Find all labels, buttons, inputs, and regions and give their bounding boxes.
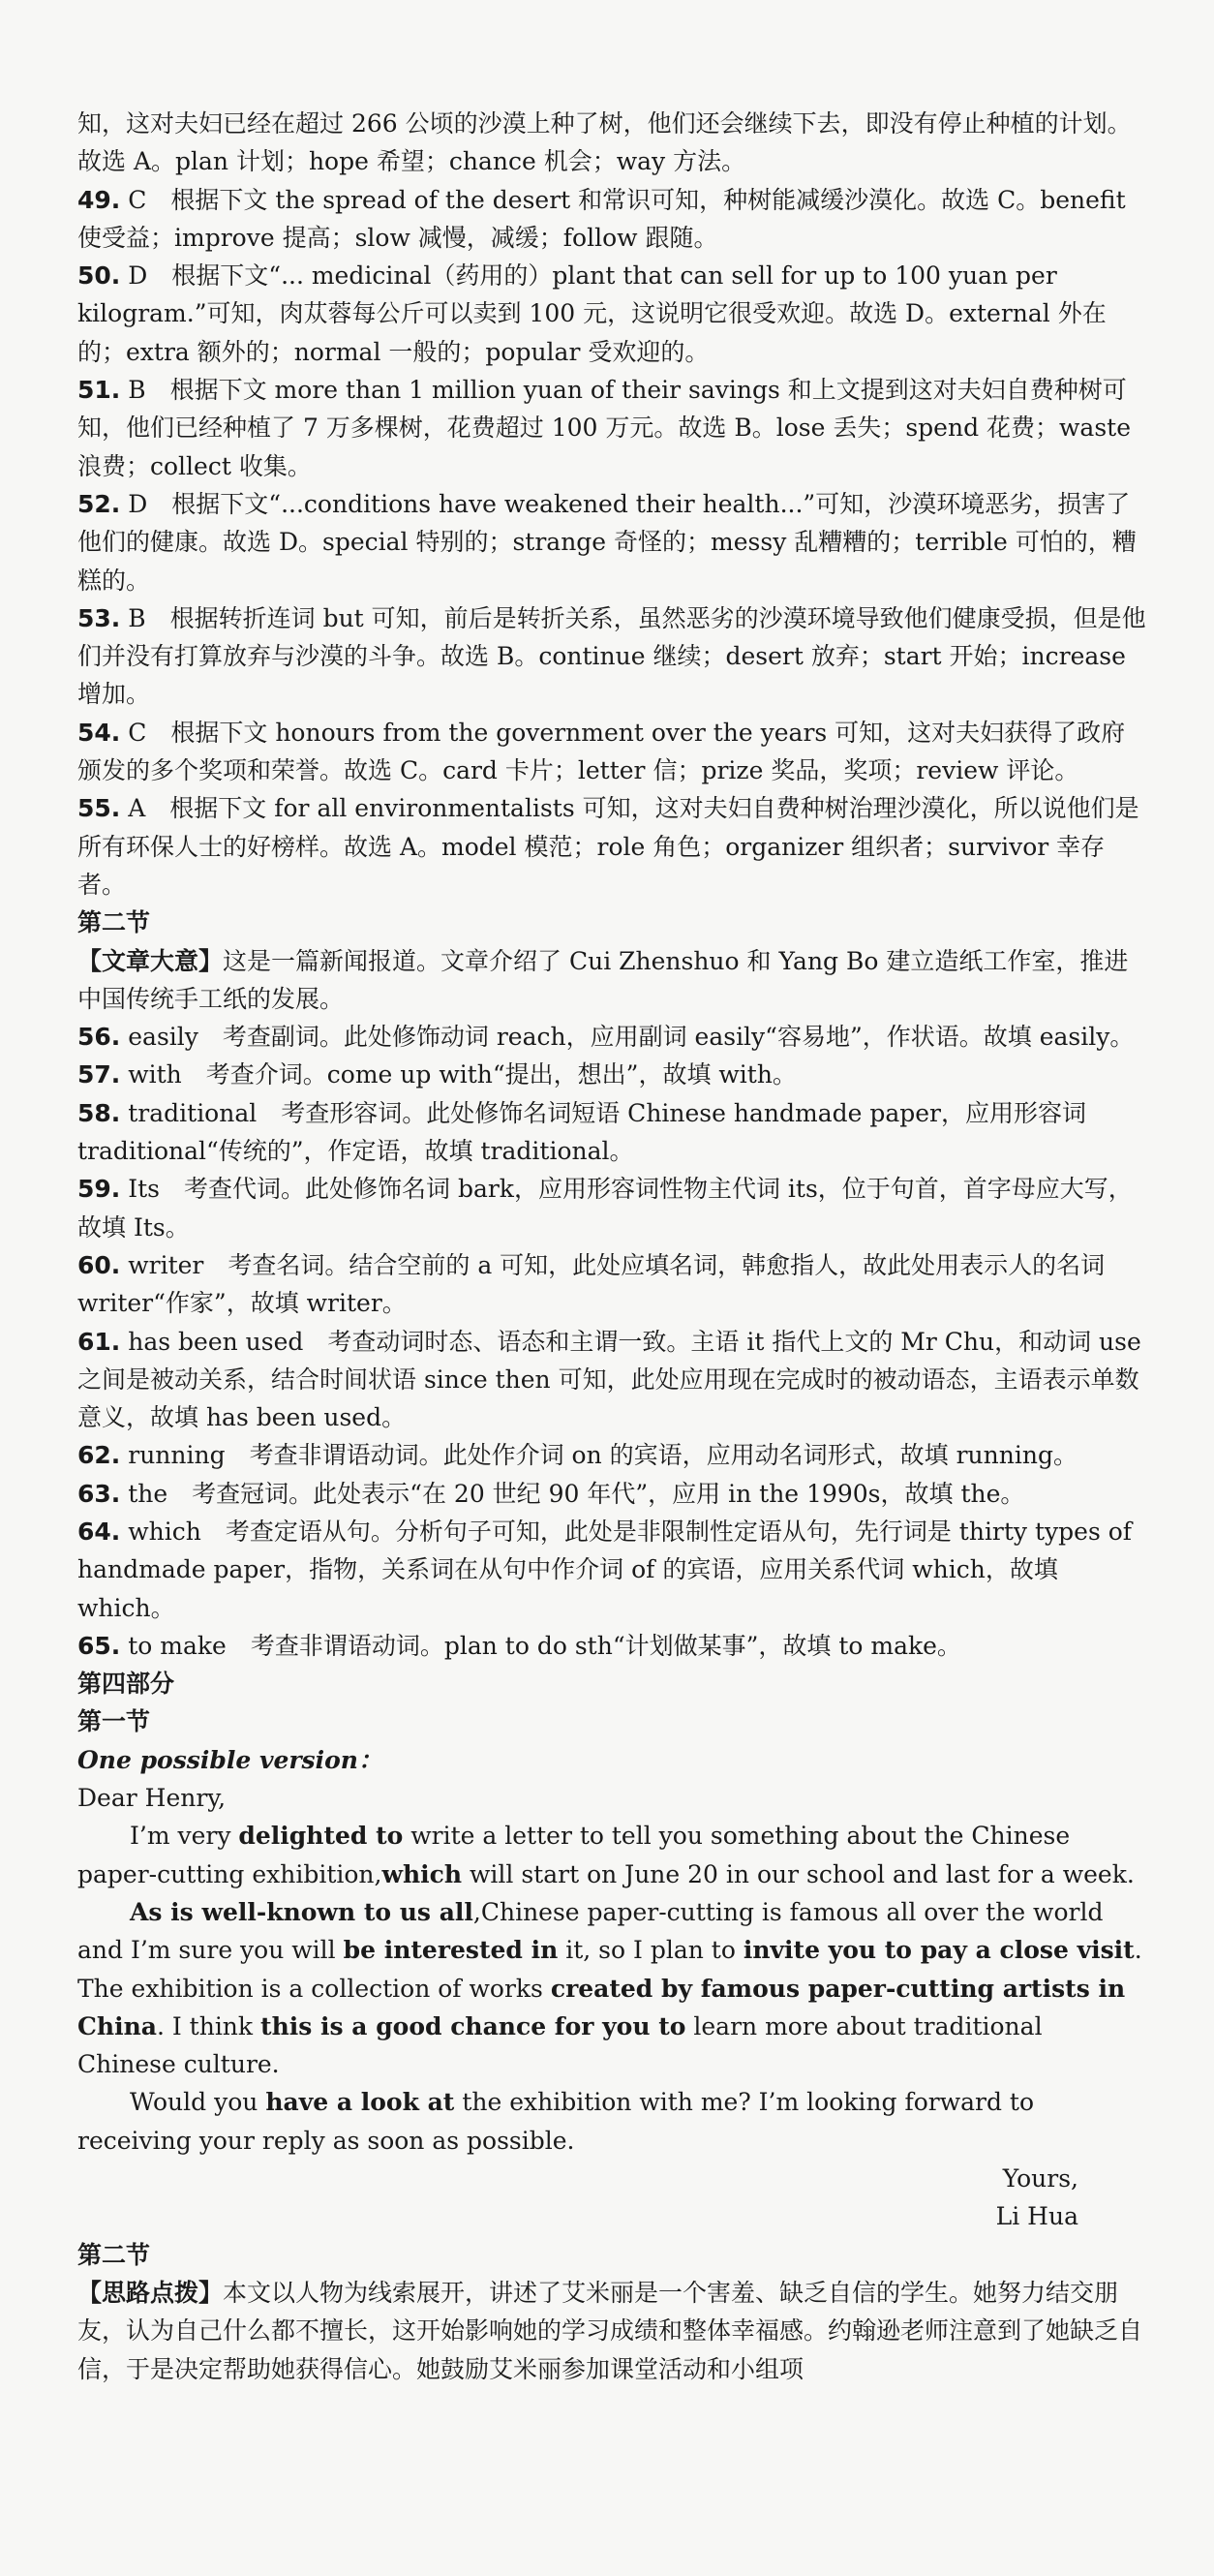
letter-text: write a letter to tell you something about the Chinese paper-cutting exhibition, xyxy=(77,1822,1071,1888)
answer-explanation: A 根据下文 for all environmentalists 可知，这对夫妇自费种树治理沙漠化，所以说他们是所有环保人士的好榜样。故选 A。model 模范；role 角色；organizer 组织者；survivor 幸存者。 xyxy=(77,794,1139,899)
answer-number: 63. xyxy=(77,1479,121,1508)
answer-explanation: D 根据下文“...conditions have weakened their health...”可知，沙漠环境恶劣，损害了他们的健康。故选 D。special 特别的；strange 奇怪的；messy 乱糟糟的；terrible 可怕的，糟糕的。 xyxy=(77,489,1137,595)
tips-text: 本文以人物为线索展开，讲述了艾米丽是一个害羞、缺乏自信的学生。她努力结交朋友，认为自己什么都不擅长，这开始影响她的学习成绩和整体幸福感。约翰逊老师注意到了她缺乏自信，于是决定帮助她获得信心。她鼓励艾米丽参加课堂活动和小组项 xyxy=(77,2278,1143,2383)
answer-number: 49. xyxy=(77,185,121,214)
letter-text: . The exhibition is a collection of works xyxy=(77,1936,1142,2003)
writing-tips xyxy=(77,2274,1146,2388)
key-phrase: delighted to xyxy=(238,1822,404,1851)
answer-number: 57. xyxy=(77,1060,121,1089)
letter-text: will start on June 20 in our school and last for a week. xyxy=(462,1859,1135,1888)
letter-text: Would you xyxy=(130,2088,266,2117)
key-phrase: which xyxy=(381,1859,463,1888)
letter-text: ,Chinese paper-cutting is famous all over the world and I’m sure you will xyxy=(77,1897,1104,1965)
answer-explanation: D 根据下文“... medicinal（药用的）plant that can sell for up to 100 yuan per kilogram.”可知，肉苁蓉每公斤可以卖到 100 元，这说明它很受欢迎。故选 D。external 外在的；extra 额外的；normal 一般的；popular 受欢迎的。 xyxy=(77,261,1107,366)
key-phrase: As is well-known to us all xyxy=(130,1897,473,1926)
answer-item xyxy=(77,1323,1146,1437)
answer-explanation: Its 考查代词。此处修饰名词 bark，应用形容词性物主代词 its，位于句首，首字母应大写，故填 Its。 xyxy=(77,1175,1133,1242)
answer-number: 54. xyxy=(77,718,121,747)
letter-greeting: Dear Henry, xyxy=(77,1784,227,1813)
letter-paragraph-3 xyxy=(77,2083,1146,2160)
answer-explanation: running 考查非谓语动词。此处作介词 on 的宾语，应用动名词形式，故填 running。 xyxy=(120,1441,1077,1470)
key-phrase: invite you to pay a close visit xyxy=(743,1936,1135,1965)
answer-explanation: writer 考查名词。结合空前的 a 可知，此处应填名词，韩愈指人，故此处用表示人的名词 writer“作家”，故填 writer。 xyxy=(77,1250,1106,1318)
letter-paragraph-2 xyxy=(77,1893,1146,2083)
answer-number: 64. xyxy=(77,1517,121,1546)
key-phrase: this is a good chance for you to xyxy=(260,2011,686,2040)
model-letter xyxy=(77,1779,1146,2236)
letter-closing: Yours, xyxy=(1002,2164,1078,2193)
answer-item xyxy=(77,1513,1146,1627)
answer-explanation: which 考查定语从句。分析句子可知，此处是非限制性定语从句，先行词是 thirty types of handmade paper，指物，关系词在从句中作介词 of 的宾语，应用关系代词 which，故填 which。 xyxy=(77,1517,1133,1622)
answer-number: 65. xyxy=(77,1631,121,1660)
answer-item xyxy=(77,1627,1146,1665)
letter-text: . I think xyxy=(156,2011,261,2040)
answer-explanation: with 考查介词。come up with“提出，想出”，故填 with。 xyxy=(120,1060,797,1089)
answer-item xyxy=(77,181,1146,258)
model-version-label: One possible version： xyxy=(77,1745,382,1774)
answer-explanation: has been used 考查动词时态、语态和主谓一致。主语 it 指代上文的 Mr Chu，和动词 use 之间是被动关系，结合时间状语 since then 可知，此处应用现在完成时的被动语态，主语表示单数意义，故填 has been used。 xyxy=(77,1327,1141,1432)
letter-text: learn more about traditional Chinese culture. xyxy=(77,2011,1043,2079)
answer-item xyxy=(77,371,1146,485)
answer-item xyxy=(77,1056,1146,1093)
answer-item xyxy=(77,485,1146,599)
answer-number: 59. xyxy=(77,1175,121,1204)
answer-item xyxy=(77,1170,1146,1246)
article-summary xyxy=(77,942,1146,1019)
section-heading: 第一节 xyxy=(77,1707,151,1736)
answer-number: 51. xyxy=(77,376,121,405)
section-heading: 第四部分 xyxy=(77,1670,175,1699)
answer-number: 61. xyxy=(77,1327,121,1356)
letter-signature: Li Hua xyxy=(995,2202,1078,2231)
answer-item xyxy=(77,1475,1146,1513)
answer-number: 53. xyxy=(77,603,121,632)
answer-item xyxy=(77,257,1146,371)
summary-tag: 【文章大意】 xyxy=(77,946,224,975)
answer-explanation: B 根据转折连词 but 可知，前后是转折关系，虽然恶劣的沙漠环境导致他们健康受损，但是他们并没有打算放弃与沙漠的斗争。故选 B。continue 继续；desert 放弃；start 开始；increase 增加。 xyxy=(77,603,1146,709)
answer-item xyxy=(77,714,1146,790)
answer-number: 56. xyxy=(77,1023,121,1052)
answer-explanation: to make 考查非谓语动词。plan to do sth“计划做某事”，故填 to make。 xyxy=(120,1631,961,1660)
answer-explanation: traditional 考查形容词。此处修饰名词短语 Chinese handmade paper，应用形容词 traditional“传统的”，作定语，故填 traditional。 xyxy=(77,1098,1087,1166)
answer-explanation: B 根据下文 more than 1 million yuan of their savings 和上文提到这对夫妇自费种树可知，他们已经种植了 7 万多棵树，花费超过 100 万元。故选 B。lose 丢失；spend 花费；waste 浪费；collect 收集。 xyxy=(77,376,1132,480)
answer-explanation: easily 考查副词。此处修饰动词 reach，应用副词 easily“容易地”，作状语。故填 easily。 xyxy=(120,1023,1135,1052)
answer-number: 62. xyxy=(77,1441,121,1470)
answer-explanations xyxy=(77,105,1146,1779)
answer-number: 60. xyxy=(77,1250,121,1279)
key-phrase: have a look at xyxy=(265,2088,455,2117)
letter-text: I’m very xyxy=(130,1822,239,1851)
answer-number: 50. xyxy=(77,261,121,291)
tips-tag: 【思路点拨】 xyxy=(77,2278,224,2307)
answer-item xyxy=(77,599,1146,714)
answer-item xyxy=(77,1436,1146,1474)
answer-continuation: 知，这对夫妇已经在超过 266 公顷的沙漠上种了树，他们还会继续下去，即没有停止种植的计划。故选 A。plan 计划；hope 希望；chance 机会；way 方法。 xyxy=(77,109,1132,176)
letter-text: the exhibition with me? I’m looking forward to receiving your reply as soon as possible. xyxy=(77,2088,1035,2155)
letter-text: it, so I plan to xyxy=(558,1936,744,1965)
answer-explanation: C 根据下文 honours from the government over the years 可知，这对夫妇获得了政府颁发的多个奖项和荣誉。故选 C。card 卡片；letter 信；prize 奖品，奖项；review 评论。 xyxy=(77,718,1126,785)
letter-paragraph-1 xyxy=(77,1817,1146,1893)
answer-item xyxy=(77,1094,1146,1171)
answer-number: 58. xyxy=(77,1098,121,1127)
answer-item xyxy=(77,1246,1146,1323)
answer-number: 55. xyxy=(77,794,121,823)
answer-item xyxy=(77,789,1146,904)
answer-item xyxy=(77,1018,1146,1056)
key-phrase: created by famous paper-cutting artists in China xyxy=(77,1974,1126,2040)
summary-text: 这是一篇新闻报道。文章介绍了 Cui Zhenshuo 和 Yang Bo 建立造纸工作室，推进中国传统手工纸的发展。 xyxy=(77,946,1129,1013)
section-heading-2: 第二节 xyxy=(77,2240,151,2269)
answer-explanation: the 考查冠词。此处表示“在 20 世纪 90 年代”，应用 in the 1990s，故填 the。 xyxy=(120,1479,1025,1508)
section-heading: 第二节 xyxy=(77,908,151,937)
answer-number: 52. xyxy=(77,489,121,518)
answer-explanation: C 根据下文 the spread of the desert 和常识可知，种树能减缓沙漠化。故选 C。benefit 使受益；improve 提高；slow 减慢，减缓；follow 跟随。 xyxy=(77,185,1126,252)
key-phrase: be interested in xyxy=(343,1936,559,1965)
